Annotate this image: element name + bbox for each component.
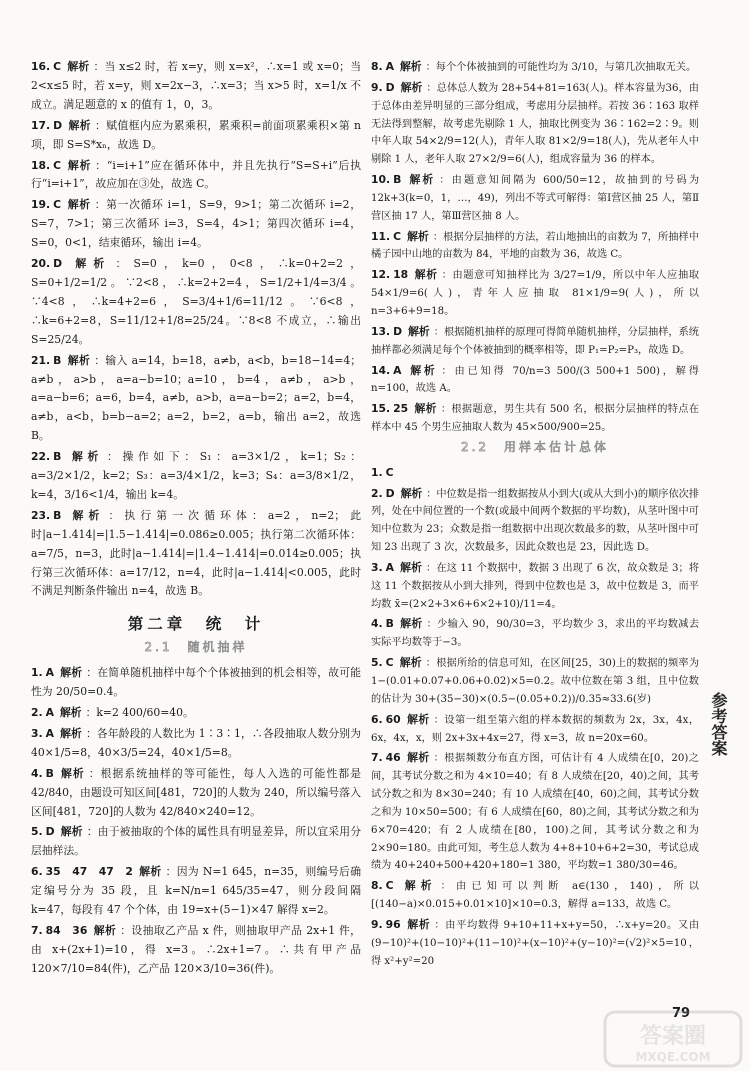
svg-text:答案圈: 答案圈 <box>639 1024 707 1049</box>
question-number: 7. <box>371 751 383 765</box>
analysis-text: ：因为 N=1 645，n=35，则编号后确定编号分为 35 段，且 k=N/n=1 645/35=47，则分段间隔 k=47，每段有 47 个个体，由 19=x+(5−1)×47 解得 x=2。 <box>31 865 361 917</box>
answer-item <box>31 664 361 702</box>
analysis-text: ：在这 11 个数据中，数据 3 出现了 6 次，故众数是 3；将这 11 个数据按从小到大排列，得到中位数也是 3，故中位数是 3，而平均数 x̄=(2×2+3×6+6×2+10)/11=4。 <box>371 562 700 610</box>
answer-choice: B <box>53 353 62 367</box>
question-number: 2. <box>371 486 383 500</box>
analysis-label: 解析 <box>406 751 430 765</box>
side-tab-answer-key <box>706 692 730 761</box>
answer-item <box>371 916 699 971</box>
answer-item <box>31 823 361 861</box>
question-number: 8. <box>371 879 383 893</box>
question-number: 17. <box>31 118 51 132</box>
analysis-text: ：根据所给的信息可知，在区间[25，30)上的数据的频率为 1−(0.01+0.07+0.06+0.02)×5=0.2。故中位数在第 3 组，且中位数的估计为 30+(35−30)×(0.5−(0.05+0.2))/0.35≈33.6(岁) <box>371 658 700 705</box>
section-title-estimation-text: 2.2 用样本估计总体 <box>460 439 610 454</box>
analysis-text: ：根据系统抽样的等可能性，每人入选的可能性都是 42/840，由题设可知区间[481，720]的人数为 240，所以编号落入区间[481，720]的人数为 42/840×240=12。 <box>31 766 362 818</box>
analysis-text: ：由已知可以判断 a∈(130，140)，所以[(140−a)×0.015+0.01×10]×10=0.3，解得 a=133，故选 C。 <box>371 881 699 911</box>
question-number: 14. <box>371 363 391 377</box>
question-number: 6. <box>31 865 43 879</box>
analysis-text: ：设第一组至第六组的样本数据的频数为 2x，3x，4x，6x，4x，x，则 2x+3x+4x=27，得 x=3，故 n=20x=60。 <box>371 714 700 744</box>
question-number: 6. <box>371 712 383 726</box>
answer-choice: A <box>45 706 54 719</box>
answer-choice: D <box>45 825 55 839</box>
analysis-label: 解析 <box>59 666 83 680</box>
answer-item <box>371 323 699 360</box>
question-number: 1. <box>31 666 43 680</box>
analysis-label: 解析 <box>67 60 90 73</box>
answer-choice: 84 36 <box>45 923 88 937</box>
answer-choice: C <box>53 158 62 172</box>
question-number: 3. <box>31 726 43 740</box>
analysis-label: 解析 <box>400 80 423 94</box>
answer-choice: B <box>385 617 394 631</box>
left-column <box>31 58 361 981</box>
answer-item <box>371 877 699 914</box>
analysis-label: 解析 <box>399 879 437 893</box>
answer-choice: C <box>393 229 402 243</box>
answer-choice: 46 <box>385 751 401 765</box>
answer-choice: A <box>45 726 54 740</box>
answer-item <box>31 58 361 115</box>
question-number: 2. <box>31 706 43 719</box>
answer-item <box>31 863 361 920</box>
question-number: 15. <box>371 402 391 416</box>
answer-item <box>31 922 361 979</box>
section-title-estimation <box>371 439 699 458</box>
analysis-text: ：根据随机抽样的原理可得简单随机抽样，分层抽样，系统抽样都必须满足每个个体被抽到的概率相等，即 P₁=P₂=P₃，故选 D。 <box>371 326 699 356</box>
question-number: 23. <box>31 508 51 522</box>
analysis-label: 解析 <box>414 402 437 416</box>
question-number: 3. <box>371 560 383 574</box>
answer-item <box>371 711 699 748</box>
analysis-text: ：各年龄段的人数比为 1∶3∶1，∴各段抽取人数分别为 40×1/5=8，40×3/5=24，40×1/5=8。 <box>31 726 362 759</box>
answer-choice: D <box>53 257 63 271</box>
analysis-text: ：根据频数分布直方图，可估计有 4 人成绩在[0，20)之间，其考试分数之和为 4×10=40；有 8 人成绩在[20，40)之间，其考试分数之和为 8×30=240；有 10 人成绩在[40，60)之间，其考试分数之和为 10×50=500；有 6 人成绩在[60，80)之间，其考试分数之和为 6×70=420；有 2 人成绩在[80，100)之间，其考试分数之和为 2×90=180。由此可知，考生总人数为 4+8+10+6+2=30，考试总成绩为 40+240+500+420+180=1 380，平均数=1 380/30=46。 <box>371 753 699 872</box>
answer-choice: 60 <box>385 712 401 726</box>
answer-item <box>31 507 361 602</box>
analysis-text: ：每个个体被抽到的可能性均为 3/10，与第几次抽取无关。 <box>425 62 697 73</box>
section-title-sampling-text: 2.1 随机抽样 <box>144 640 248 655</box>
question-number: 9. <box>371 917 383 931</box>
analysis-label: 解析 <box>407 363 438 377</box>
question-number: 5. <box>371 656 383 670</box>
analysis-label: 解析 <box>406 917 431 931</box>
answer-item <box>31 117 361 155</box>
question-number: 18. <box>31 158 51 172</box>
answer-choice: B <box>393 173 402 187</box>
answer-item <box>371 58 699 77</box>
chapter-title: 第二章 统 计 <box>127 615 265 634</box>
answer-item <box>371 171 699 226</box>
analysis-text: ：根据分层抽样的方法，若山地抽出的亩数为 7，所抽样中橘子园中山地的亩数为 84，平地的亩数为 36，故选 C。 <box>371 231 700 261</box>
answer-item <box>371 464 699 483</box>
analysis-text: ：S=0，k=0，0<8，∴k=0+2=2，S=0+1/2=1/2。∵2<8，∴k=2+2=4，S=1/2+1/4=3/4。∵4<8，∴k=4+2=6，S=3/4+1/6=11/12。∵6<8，∴k=6+2=8，S=11/12+1/8=25/24。∵8<8 不成立，∴输出 S=25/24。 <box>31 257 361 346</box>
answer-item <box>31 196 361 253</box>
answer-item <box>371 228 699 265</box>
question-number: 10. <box>371 173 391 187</box>
answer-choice: A <box>385 60 394 73</box>
answer-item <box>371 266 699 321</box>
analysis-text: ：少输入 90，90/30=3，平均数少 3，求出的平均数减去实际平均数等于−3。 <box>371 619 700 649</box>
analysis-text: ：中位数是指一组数据按从小到大(或从大到小)的顺序依次排列，处在中间位置的一个数(或最中间两个数据的平均数)，从茎叶图中可知中位数为 23；众数是指一组数据中出现次数最多的数，从茎叶图中可知 23 出现了 3 次，次数最多，因此众数也是 23，因此选 D。 <box>371 488 700 554</box>
analysis-label: 解析 <box>68 257 112 271</box>
analysis-text: ：由于被抽取的个体的属性具有明显差异，所以宜采用分层抽样法。 <box>31 825 362 858</box>
answer-item <box>371 362 699 399</box>
analysis-label: 解析 <box>67 198 91 212</box>
answer-choice: 96 <box>385 917 401 931</box>
answer-choice: D <box>385 80 395 94</box>
analysis-label: 解析 <box>399 60 422 73</box>
analysis-label: 解析 <box>67 508 105 522</box>
analysis-label: 解析 <box>68 118 92 132</box>
analysis-text: ：由已知得 70/n=3 500/(3 500+1 500)，解得 n=100，故选 A。 <box>371 365 699 395</box>
question-number: 13. <box>371 324 391 338</box>
analysis-text: ：k=2 400/60=40。 <box>85 706 194 719</box>
section-title-sampling <box>31 638 361 658</box>
answer-choice: A <box>393 363 402 377</box>
right-column <box>371 58 699 973</box>
analysis-label: 解析 <box>407 229 429 243</box>
svg-text:MXQE.COM: MXQE.COM <box>635 1050 711 1064</box>
question-number: 4. <box>371 617 383 631</box>
analysis-text: ：“i=i+1”应在循环体中，并且先执行“S=S+i”后执行“i=i+1”，故应加在③处，故选 C。 <box>31 158 361 191</box>
analysis-label: 解析 <box>93 923 117 937</box>
answer-choice: B <box>53 450 62 464</box>
question-number: 9. <box>371 80 383 94</box>
analysis-label: 解析 <box>59 766 85 780</box>
question-number: 21. <box>31 353 51 367</box>
answer-item <box>371 615 699 652</box>
answer-choice: C <box>385 656 394 670</box>
answer-item <box>31 352 361 447</box>
answer-choice: B <box>53 508 62 522</box>
analysis-text: ：赋值框内应为累乘积，累乘积=前面项累乘积×第 n 项，即 S=S*xₙ，故选 D。 <box>31 118 361 151</box>
analysis-text: ：总体总人数为 28+54+81=163(人)。样本容量为36，由于总体由差异明显的三部分组成，考虑用分层抽样。若按 36∶163 取样无法得到整解，故考虑先剔除 1 人，抽取比例变为 36∶162=2∶9。则中年人取 54×2/9=12(人)，青年人取 81×2/9=18(人)，先从老年人中剔除 1 人，老年人取 27×2/9=6(人)，组成容量为 36 的样本。 <box>371 82 699 166</box>
question-number: 8. <box>371 60 383 73</box>
analysis-text: ：由题意知间隔为 600/50=12，故抽到的号码为 12k+3(k=0，1，…，49)，列出不等式可解得：第Ⅰ营区抽 25 人，第Ⅱ营区抽 17 人，第Ⅲ营区抽 8 人。 <box>371 175 700 222</box>
side-tab-label: 参考答案 <box>709 692 728 756</box>
analysis-label: 解析 <box>407 173 436 187</box>
answer-choice: 25 <box>393 402 409 416</box>
answer-item <box>371 79 699 169</box>
answer-item <box>31 157 361 195</box>
analysis-text: ：设抽取乙产品 x 件，则抽取甲产品 2x+1 件，由 x+(2x+1)=10，得 x=3。∴2x+1=7。∴共有甲产品 120×7/10=84(件)，乙产品 120×3/10=36(件)。 <box>31 923 361 975</box>
question-number: 22. <box>31 450 51 464</box>
analysis-label: 解析 <box>406 712 430 726</box>
answer-choice: A <box>45 666 54 680</box>
page-number: 79 <box>672 1006 691 1021</box>
answer-item <box>31 765 361 822</box>
answer-choice: 35 47 47 2 <box>45 865 133 879</box>
answer-item <box>31 255 361 350</box>
analysis-label: 解析 <box>67 158 92 172</box>
analysis-text: ：由平均数得 9+10+11+x+y=50，∴x+y=20。又由(9−10)²+(10−10)²+(11−10)²+(x−10)²+(y−10)²=(√2)²×5=10，得 x²+y²=20 <box>371 919 700 967</box>
analysis-label: 解析 <box>414 268 438 282</box>
analysis-label: 解析 <box>399 656 422 670</box>
answer-item <box>371 400 699 437</box>
analysis-label: 解析 <box>399 560 423 574</box>
analysis-label: 解析 <box>408 324 430 338</box>
answer-choice: C <box>385 879 394 893</box>
question-number: 12. <box>371 268 391 282</box>
answer-item <box>371 749 699 875</box>
answer-choice: D <box>393 324 403 338</box>
analysis-text: ：执行第一次循环体：a=2，n=2；此时|a−1.414|=|1.5−1.414|=0.086≥0.005；执行第二次循环体：a=7/5，n=3，此时|a−1.414|=|1.4−1.414|=0.014≥0.005；执行第三次循环体：a=17/12，n=4，此时|a−1.414|<0.005，此时不满足判断条件输出 n=4，故选 B。 <box>31 508 361 598</box>
answer-choice: D <box>385 486 395 500</box>
analysis-label: 解析 <box>59 726 82 740</box>
analysis-text: ：由题意可知抽样比为 3/27=1/9，所以中年人应抽取 54×1/9=6(人)，青年人应抽取 81×1/9=9(人)，所以 n=3+6+9=18。 <box>371 270 700 317</box>
analysis-text: ：输入 a=14，b=18，a≠b，a<b，b=18−14=4；a≠b，a>b，a=a−b=10；a=10，b=4，a≠b，a>b，a=a−b=6；a=6，b=4，a≠b，a>b，a=a−b=2；a=2，b=4，a≠b，a<b，b=b−a=2；a=2，b=2，a=b，输出 a=2，故选 B。 <box>31 353 362 443</box>
analysis-text: ：操作如下：S₁：a=3×1/2，k=1；S₂：a=3/2×1/2，k=2；S₃：a=3/4×1/2，k=3；S₄：a=3/8×1/2，k=4，3/16<1/4，输出 k=4。 <box>31 450 362 501</box>
analysis-label: 解析 <box>400 486 423 500</box>
question-number: 7. <box>31 923 43 937</box>
question-number: 1. <box>371 465 383 479</box>
answer-item <box>371 485 699 557</box>
answer-choice: C <box>53 198 62 212</box>
question-number: 4. <box>31 766 43 780</box>
answer-item <box>31 725 361 763</box>
analysis-label: 解析 <box>60 825 83 839</box>
question-number: 19. <box>31 198 51 212</box>
answer-item <box>31 704 361 723</box>
analysis-label: 解析 <box>67 450 103 464</box>
answer-item <box>371 654 699 709</box>
answer-item <box>371 559 699 614</box>
answer-choice: C <box>53 60 62 73</box>
analysis-text: ：根据题意，男生共有 500 名，根据分层抽样的特点在样本中 45 个男生应抽取人数为 45×500/900=25。 <box>371 404 699 434</box>
analysis-label: 解析 <box>399 617 423 631</box>
watermark-logo <box>603 1010 743 1068</box>
analysis-label: 解析 <box>67 353 91 367</box>
answer-choice: 18 <box>393 268 409 282</box>
answer-choice: C <box>385 465 394 479</box>
analysis-text: ：当 x≤2 时，若 x=y，则 x=x²，∴x=1 或 x=0；当2<x≤5 时，若 x=y，则 x=2x−3，∴x=3；当 x>5 时，x=1/x 不成立。满足题意的 x 的值有 1，0，3。 <box>31 60 361 111</box>
question-number: 11. <box>371 229 391 243</box>
analysis-text: ：在简单随机抽样中每个个体被抽到的机会相等，故可能性为 20/50=0.4。 <box>31 666 362 699</box>
question-number: 16. <box>31 60 51 73</box>
question-number: 5. <box>31 825 43 839</box>
answer-choice: D <box>53 118 63 132</box>
analysis-label: 解析 <box>138 865 162 879</box>
answer-choice: A <box>385 560 394 574</box>
analysis-label: 解析 <box>59 706 82 719</box>
analysis-text: ：第一次循环 i=1，S=9，9>1；第二次循环 i=2，S=7，7>1；第三次循环 i=3，S=4，4>1；第四次循环 i=4，S=0，0<1，结束循环，输出 i=4。 <box>31 198 362 250</box>
question-number: 20. <box>31 257 51 271</box>
answer-item <box>31 448 361 505</box>
answer-choice: B <box>45 766 54 780</box>
